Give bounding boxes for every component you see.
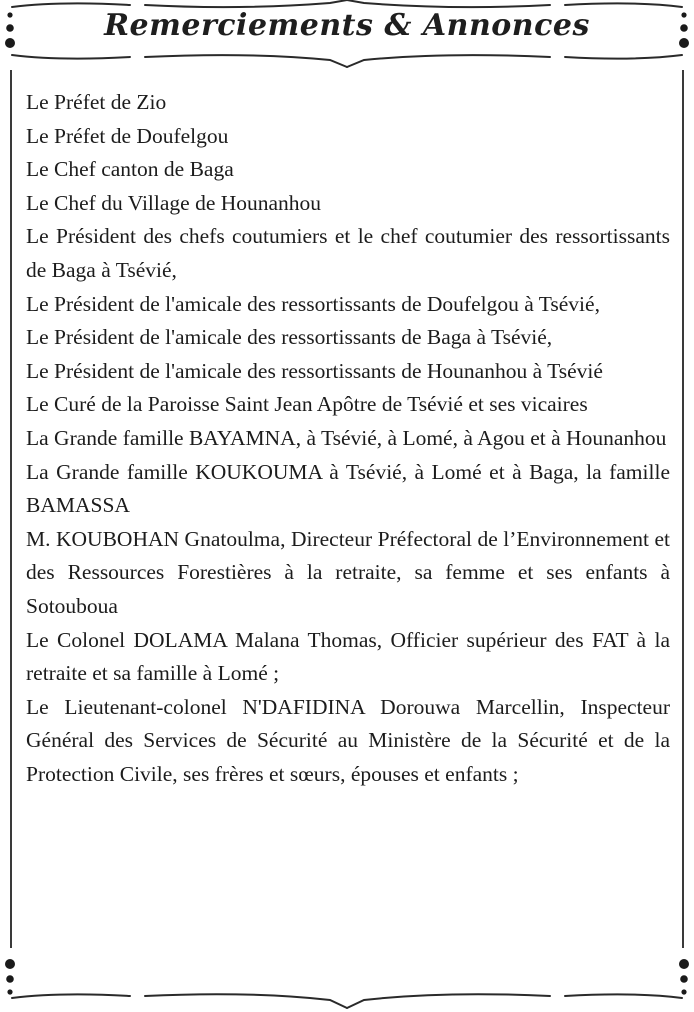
top-curve-right [565, 3, 682, 7]
top-curve-left [12, 3, 130, 7]
left-border-line [10, 70, 12, 948]
dot-left-medium [6, 975, 14, 983]
list-item: Le Préfet de Doufelgou [26, 123, 229, 148]
list-item: Le Chef du Village de Hounanhou [26, 190, 322, 215]
bottom-curve-left [12, 55, 130, 59]
list-item: M. KOUBOHAN Gnatoulma, Directeur Préfectoral de l’Environnement et des Ressources Forestières à la retraite, sa femme et ses enfants à Sotouboua [26, 526, 670, 618]
dot-left-large [5, 959, 15, 969]
list-item: Le Président de l'amicale des ressortissants de Hounanhou à Tsévié [26, 358, 603, 383]
bottom-ornament-frame [0, 948, 694, 1012]
dot-left-small [7, 989, 12, 994]
list-item: Le Colonel DOLAMA Malana Thomas, Officier supérieur des FAT à la retraite et sa famille à Lomé ; [26, 627, 670, 686]
bottom-curve-right [565, 55, 682, 59]
bottom-curve-mid-left [145, 55, 347, 67]
list-item: La Grande famille KOUKOUMA à Tsévié, à Lomé et à Baga, la famille BAMASSA [26, 459, 670, 518]
bottom-curve-mid-right [347, 55, 550, 67]
right-border-line [682, 70, 684, 948]
bottom-frame-curve-left [12, 994, 130, 998]
bottom-frame-curve-mid-right [347, 994, 550, 1008]
list-item: Le Curé de la Paroisse Saint Jean Apôtre de Tsévié et ses vicaires [26, 392, 588, 417]
list-item: Le Lieutenant-colonel N'DAFIDINA Dorouwa Marcellin, Inspecteur Général des Services de Sécurité au Ministère de la Sécurité et de la Protection Civile, ses frères et sœurs, épouses et enfants ; [26, 694, 670, 786]
page-title: Remerciements & Annonces [104, 8, 590, 43]
top-curve-mid-right [347, 0, 550, 7]
dot-right-large [679, 959, 689, 969]
bottom-frame-curve-right [565, 994, 682, 998]
announcement-list [26, 86, 670, 791]
top-curve-mid-left [145, 0, 347, 7]
dot-right-medium [680, 975, 688, 983]
dot-right-small [681, 989, 686, 994]
list-item: Le Président de l'amicale des ressortissants de Doufelgou à Tsévié, [26, 291, 600, 316]
list-item: La Grande famille BAYAMNA, à Tsévié, à Lomé, à Agou et à Hounanhou [26, 425, 667, 450]
list-item: Le Président des chefs coutumiers et le chef coutumier des ressortissants de Baga à Tsévié, [26, 224, 670, 282]
bottom-frame-curve-mid-left [145, 994, 347, 1008]
list-item: Le Président de l'amicale des ressortissants de Baga à Tsévié, [26, 325, 553, 350]
list-item: Le Préfet de Zio [26, 90, 167, 114]
list-item: Le Chef canton de Baga [26, 157, 234, 182]
